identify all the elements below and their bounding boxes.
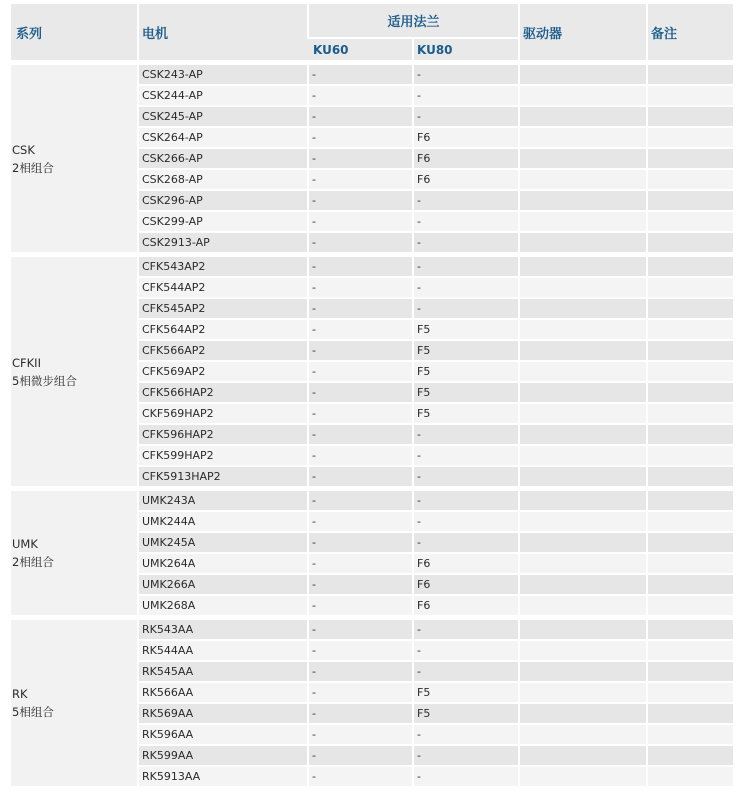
ku60-cell: - — [308, 682, 413, 703]
notes-cell — [647, 340, 733, 361]
driver-cell — [519, 574, 647, 595]
motor-cell: UMK268A — [138, 595, 308, 618]
flange-compatibility-table — [11, 4, 733, 786]
series-description: 2相组合 — [12, 555, 54, 569]
ku80-cell: F6 — [413, 169, 519, 190]
driver-cell — [519, 511, 647, 532]
notes-cell — [647, 232, 733, 255]
ku60-cell: - — [308, 127, 413, 148]
ku60-cell: - — [308, 319, 413, 340]
ku80-cell: - — [413, 190, 519, 211]
ku80-cell: F5 — [413, 403, 519, 424]
motor-cell: CSK244-AP — [138, 85, 308, 106]
ku60-cell: - — [308, 190, 413, 211]
ku60-cell: - — [308, 232, 413, 255]
motor-cell: RK596AA — [138, 724, 308, 745]
ku60-cell: - — [308, 63, 413, 86]
ku60-cell: - — [308, 703, 413, 724]
motor-cell: RK545AA — [138, 661, 308, 682]
ku80-cell: - — [413, 618, 519, 641]
motor-cell: RK544AA — [138, 640, 308, 661]
ku80-cell: - — [413, 532, 519, 553]
driver-cell — [519, 766, 647, 786]
driver-cell — [519, 63, 647, 86]
series-name: CFKII — [12, 355, 41, 370]
notes-cell — [647, 403, 733, 424]
driver-cell — [519, 745, 647, 766]
driver-cell — [519, 466, 647, 489]
series-group-csk — [11, 63, 733, 255]
motor-cell: CSK264-AP — [138, 127, 308, 148]
motor-cell: CSK296-AP — [138, 190, 308, 211]
ku60-cell: - — [308, 766, 413, 786]
ku80-cell: - — [413, 211, 519, 232]
header-series: 系列 — [11, 4, 138, 63]
ku80-cell: - — [413, 232, 519, 255]
notes-cell — [647, 511, 733, 532]
driver-cell — [519, 553, 647, 574]
driver-cell — [519, 255, 647, 278]
driver-cell — [519, 640, 647, 661]
notes-cell — [647, 618, 733, 641]
ku60-cell: - — [308, 595, 413, 618]
notes-cell — [647, 361, 733, 382]
ku80-cell: - — [413, 445, 519, 466]
ku60-cell: - — [308, 640, 413, 661]
ku60-cell: - — [308, 340, 413, 361]
notes-cell — [647, 445, 733, 466]
ku80-cell: - — [413, 766, 519, 786]
motor-cell: CFK596HAP2 — [138, 424, 308, 445]
driver-cell — [519, 106, 647, 127]
series-name: UMK — [12, 537, 38, 551]
series-cell — [11, 255, 138, 489]
motor-cell: CFK599HAP2 — [138, 445, 308, 466]
notes-cell — [647, 277, 733, 298]
ku60-cell: - — [308, 745, 413, 766]
header-flange: 适用法兰 — [308, 4, 519, 38]
motor-cell: RK599AA — [138, 745, 308, 766]
series-cell — [11, 489, 138, 618]
ku80-cell: F5 — [413, 361, 519, 382]
ku80-cell: - — [413, 298, 519, 319]
table-row — [11, 489, 733, 512]
table-row — [11, 63, 733, 86]
ku60-cell: - — [308, 361, 413, 382]
driver-cell — [519, 169, 647, 190]
series-cell — [11, 618, 138, 787]
ku60-cell: - — [308, 661, 413, 682]
notes-cell — [647, 255, 733, 278]
ku60-cell: - — [308, 255, 413, 278]
ku80-cell: - — [413, 489, 519, 512]
ku80-cell: F6 — [413, 148, 519, 169]
ku80-cell: F5 — [413, 340, 519, 361]
notes-cell — [647, 169, 733, 190]
ku80-cell: F6 — [413, 553, 519, 574]
ku80-cell: F5 — [413, 703, 519, 724]
ku80-cell: - — [413, 745, 519, 766]
motor-cell: UMK243A — [138, 489, 308, 512]
motor-cell: UMK244A — [138, 511, 308, 532]
ku80-cell: - — [413, 661, 519, 682]
driver-cell — [519, 190, 647, 211]
motor-cell: CFK564AP2 — [138, 319, 308, 340]
series-group-rk — [11, 618, 733, 787]
motor-cell: RK569AA — [138, 703, 308, 724]
driver-cell — [519, 661, 647, 682]
notes-cell — [647, 574, 733, 595]
series-name: RK — [12, 687, 28, 701]
ku60-cell: - — [308, 724, 413, 745]
ku80-cell: - — [413, 511, 519, 532]
ku60-cell: - — [308, 148, 413, 169]
motor-cell: RK543AA — [138, 618, 308, 641]
driver-cell — [519, 211, 647, 232]
driver-cell — [519, 532, 647, 553]
ku60-cell: - — [308, 511, 413, 532]
motor-cell: CFK566AP2 — [138, 340, 308, 361]
motor-cell: UMK245A — [138, 532, 308, 553]
driver-cell — [519, 703, 647, 724]
ku60-cell: - — [308, 106, 413, 127]
ku60-cell: - — [308, 532, 413, 553]
ku60-cell: - — [308, 553, 413, 574]
ku60-cell: - — [308, 85, 413, 106]
motor-cell: CFK544AP2 — [138, 277, 308, 298]
driver-cell — [519, 340, 647, 361]
motor-cell: CSK245-AP — [138, 106, 308, 127]
motor-cell: CFK543AP2 — [138, 255, 308, 278]
notes-cell — [647, 640, 733, 661]
ku60-cell: - — [308, 445, 413, 466]
motor-cell: UMK264A — [138, 553, 308, 574]
driver-cell — [519, 403, 647, 424]
driver-cell — [519, 445, 647, 466]
notes-cell — [647, 63, 733, 86]
driver-cell — [519, 148, 647, 169]
ku80-cell: F6 — [413, 127, 519, 148]
notes-cell — [647, 766, 733, 786]
series-group-umk — [11, 489, 733, 618]
ku60-cell: - — [308, 424, 413, 445]
ku60-cell: - — [308, 277, 413, 298]
notes-cell — [647, 703, 733, 724]
series-name: CSK — [12, 142, 35, 157]
driver-cell — [519, 682, 647, 703]
motor-cell: CSK2913-AP — [138, 232, 308, 255]
motor-cell: CKF569HAP2 — [138, 403, 308, 424]
table-header — [11, 4, 733, 63]
compatibility-table-container — [11, 4, 733, 786]
ku80-cell: - — [413, 424, 519, 445]
notes-cell — [647, 724, 733, 745]
series-cell — [11, 63, 138, 255]
notes-cell — [647, 127, 733, 148]
notes-cell — [647, 319, 733, 340]
notes-cell — [647, 382, 733, 403]
driver-cell — [519, 277, 647, 298]
driver-cell — [519, 319, 647, 340]
ku80-cell: F5 — [413, 682, 519, 703]
notes-cell — [647, 211, 733, 232]
notes-cell — [647, 661, 733, 682]
notes-cell — [647, 298, 733, 319]
header-motor: 电机 — [138, 4, 308, 63]
header-driver: 驱动器 — [519, 4, 647, 63]
ku80-cell: - — [413, 277, 519, 298]
motor-cell: RK5913AA — [138, 766, 308, 786]
driver-cell — [519, 298, 647, 319]
ku80-cell: F5 — [413, 319, 519, 340]
motor-cell: CFK545AP2 — [138, 298, 308, 319]
driver-cell — [519, 232, 647, 255]
driver-cell — [519, 489, 647, 512]
driver-cell — [519, 618, 647, 641]
motor-cell: CFK566HAP2 — [138, 382, 308, 403]
ku80-cell: F6 — [413, 574, 519, 595]
motor-cell: CSK243-AP — [138, 63, 308, 86]
ku60-cell: - — [308, 403, 413, 424]
driver-cell — [519, 595, 647, 618]
driver-cell — [519, 361, 647, 382]
motor-cell: CSK299-AP — [138, 211, 308, 232]
table-row — [11, 255, 733, 278]
ku60-cell: - — [308, 489, 413, 512]
notes-cell — [647, 148, 733, 169]
motor-cell: CFK5913HAP2 — [138, 466, 308, 489]
series-description: 5相微步组合 — [12, 373, 77, 388]
ku80-cell: - — [413, 63, 519, 86]
ku80-cell: - — [413, 466, 519, 489]
header-notes: 备注 — [647, 4, 733, 63]
series-description: 5相组合 — [12, 705, 54, 719]
ku60-cell: - — [308, 618, 413, 641]
ku60-cell: - — [308, 466, 413, 489]
notes-cell — [647, 489, 733, 512]
notes-cell — [647, 106, 733, 127]
ku60-cell: - — [308, 169, 413, 190]
notes-cell — [647, 532, 733, 553]
driver-cell — [519, 85, 647, 106]
ku80-cell: - — [413, 640, 519, 661]
notes-cell — [647, 553, 733, 574]
table-row — [11, 618, 733, 641]
ku60-cell: - — [308, 298, 413, 319]
driver-cell — [519, 127, 647, 148]
motor-cell: CSK268-AP — [138, 169, 308, 190]
series-description: 2相组合 — [12, 160, 54, 175]
motor-cell: CSK266-AP — [138, 148, 308, 169]
motor-cell: CFK569AP2 — [138, 361, 308, 382]
header-ku80: KU80 — [413, 38, 519, 63]
motor-cell: UMK266A — [138, 574, 308, 595]
ku80-cell: - — [413, 724, 519, 745]
ku60-cell: - — [308, 382, 413, 403]
ku60-cell: - — [308, 574, 413, 595]
ku80-cell: - — [413, 85, 519, 106]
notes-cell — [647, 595, 733, 618]
notes-cell — [647, 85, 733, 106]
ku80-cell: F5 — [413, 382, 519, 403]
series-group-cfkii — [11, 255, 733, 489]
notes-cell — [647, 682, 733, 703]
notes-cell — [647, 466, 733, 489]
notes-cell — [647, 745, 733, 766]
ku80-cell: - — [413, 255, 519, 278]
notes-cell — [647, 424, 733, 445]
ku80-cell: F6 — [413, 595, 519, 618]
driver-cell — [519, 382, 647, 403]
driver-cell — [519, 724, 647, 745]
ku80-cell: - — [413, 106, 519, 127]
motor-cell: RK566AA — [138, 682, 308, 703]
header-ku60: KU60 — [308, 38, 413, 63]
notes-cell — [647, 190, 733, 211]
ku60-cell: - — [308, 211, 413, 232]
driver-cell — [519, 424, 647, 445]
